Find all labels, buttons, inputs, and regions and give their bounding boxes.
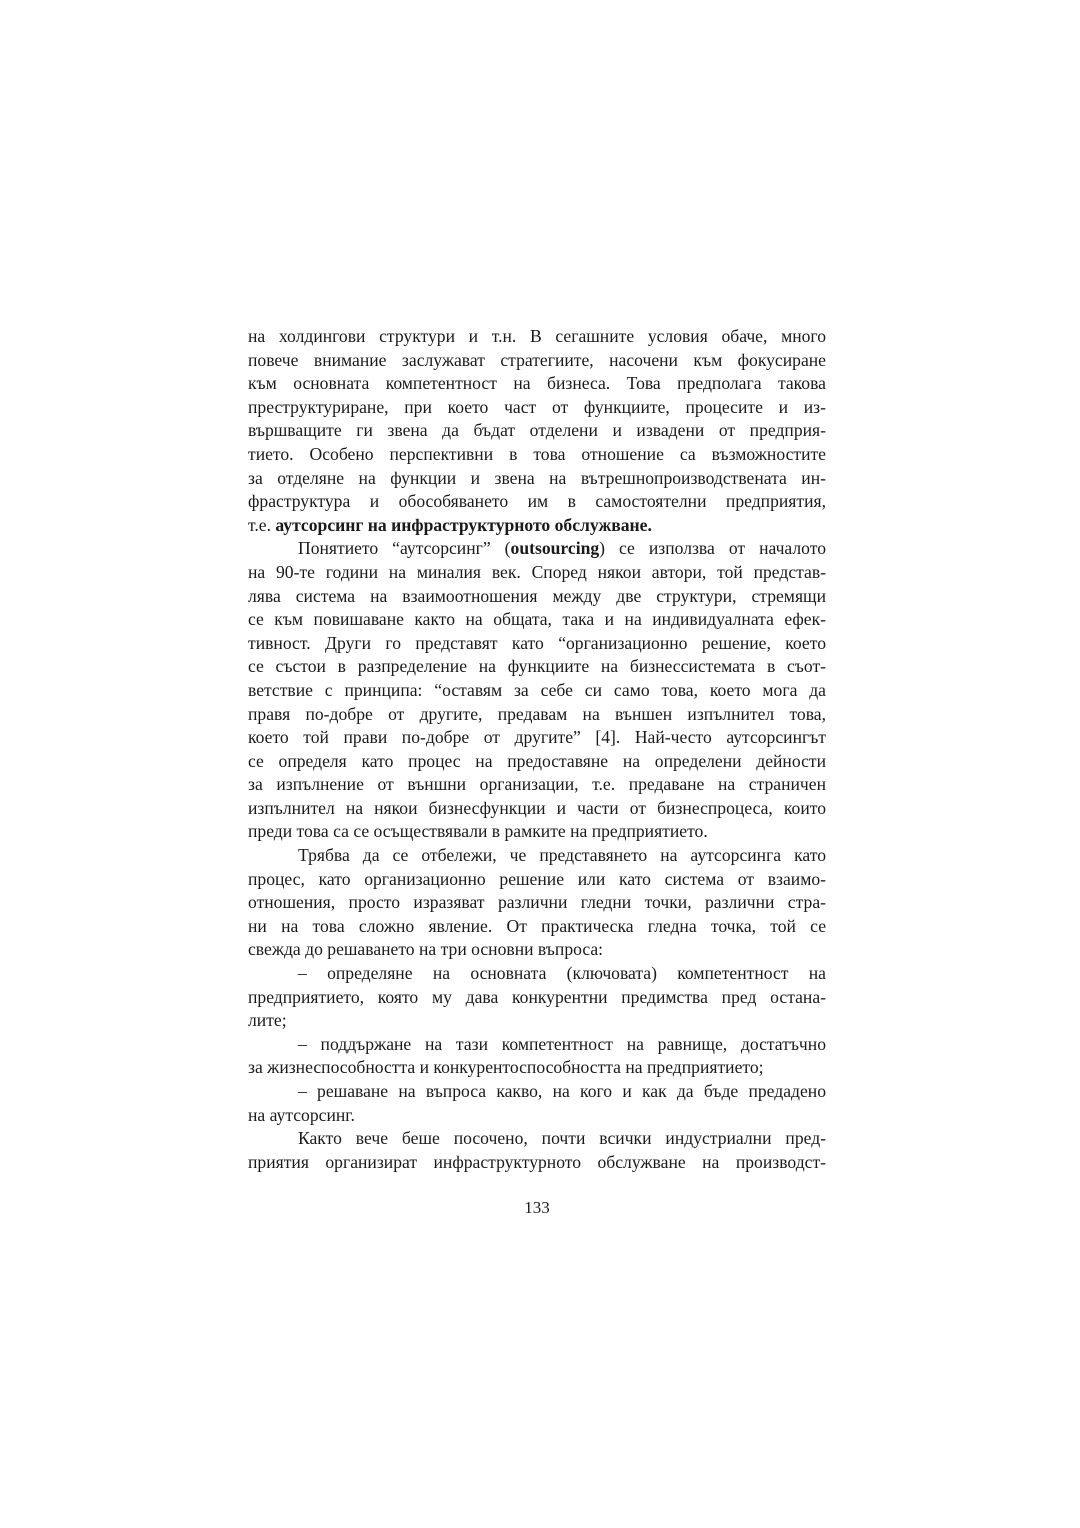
paragraph-line: преди това са се осъществявали в рамките на предприятието. bbox=[248, 821, 708, 842]
paragraph-line: процес, като организационно решение или като система от взаимо- bbox=[248, 868, 826, 889]
page-number: 133 bbox=[524, 1198, 550, 1217]
paragraph-line: на холдингови структури и т.н. В сегашните условия обаче, много bbox=[248, 326, 826, 346]
paragraph-text: ) се използва от началото bbox=[599, 538, 826, 559]
paragraph-line: свежда до решаването на три основни въпроса: bbox=[248, 939, 604, 960]
paragraph-text: т.е. bbox=[248, 514, 276, 535]
paragraph-line: което той прави по-добре от другите” [4]. Най-често аутсорсингът bbox=[248, 727, 826, 748]
paragraph-line: тивност. Други го представят като “организационно решение, което bbox=[248, 632, 826, 653]
paragraph-line: отношения, просто изразяват различни гледни точки, различни стра- bbox=[248, 892, 826, 913]
paragraph-line: повече внимание заслужават стратегиите, насочени към фокусиране bbox=[248, 349, 826, 370]
paragraph-line: изпълнител на някои бизнесфункции и части от бизнеспроцеса, които bbox=[248, 797, 826, 818]
list-item: – решаване на въпроса какво, на кого и как да бъде предадено bbox=[298, 1081, 826, 1101]
paragraph-line: правя по-добре от другите, предавам на външен изпълнител това, bbox=[248, 703, 826, 724]
paragraph-line: за отделяне на функции и звена на вътрешнопроизводствената ин- bbox=[248, 467, 826, 488]
list-item: – определяне на основната (ключовата) компетентност на bbox=[298, 963, 826, 984]
bold-term: outsourcing bbox=[510, 538, 600, 559]
paragraph-line: се състои в разпределение на функциите на бизнессистемата в съот- bbox=[248, 656, 826, 677]
paragraph-line: Както вече беше посочено, почти всички индустриални пред- bbox=[298, 1128, 826, 1149]
paragraph-line bbox=[248, 537, 826, 561]
paragraph-line: приятия организират инфраструктурното обслужване на производст- bbox=[248, 1151, 826, 1172]
paragraph-line: към основната компетентност на бизнеса. Това предполага такова bbox=[248, 373, 826, 394]
body-text bbox=[248, 325, 826, 1174]
paragraph-line: ветствие с принципа: “оставям за себе си само това, което мога да bbox=[248, 679, 826, 700]
paragraph-line: лите; bbox=[248, 1010, 287, 1031]
paragraph-line: за изпълнение от външни организации, т.е. предаване на страничен bbox=[248, 774, 826, 795]
paragraph-line: фраструктура и обособяването им в самостоятелни предприятия, bbox=[248, 491, 826, 512]
paragraph-line: на 90-те години на миналия век. Според някои автори, той представ- bbox=[248, 561, 826, 582]
bold-term: аутсорсинг на инфраструктурното обслужване. bbox=[275, 514, 652, 535]
paragraph-line: на аутсорсинг. bbox=[248, 1104, 355, 1125]
paragraph-line: се към повишаване както на общата, така и на индивидуалната ефек- bbox=[248, 609, 826, 630]
paragraph-line: лява система на взаимоотношения между две структури, стремящи bbox=[248, 585, 826, 606]
paragraph-line: вършващите ги звена да бъдат отделени и извадени от предприя- bbox=[248, 420, 826, 441]
paragraph-line: се определя като процес на предоставяне на определени дейности bbox=[248, 750, 826, 771]
paragraph-line: преструктуриране, при което част от функциите, процесите и из- bbox=[248, 396, 826, 417]
list-item: – поддържане на тази компетентност на равнище, достатъчно bbox=[298, 1033, 826, 1054]
paragraph-line: тието. Особено перспективни в това отношение са възможностите bbox=[248, 443, 826, 464]
paragraph-line bbox=[248, 514, 826, 538]
paragraph-line: ни на това сложно явление. От практическа гледна точка, той се bbox=[248, 915, 826, 936]
paragraph-line: Трябва да се отбележи, че представянето на аутсорсинга като bbox=[298, 845, 826, 866]
paragraph-line: за жизнеспособността и конкурентоспособността на предприятието; bbox=[248, 1057, 764, 1078]
paragraph-line: предприятието, която му дава конкурентни предимства пред остана- bbox=[248, 986, 826, 1007]
paragraph-text: Понятието “аутсорсинг” ( bbox=[298, 538, 511, 559]
